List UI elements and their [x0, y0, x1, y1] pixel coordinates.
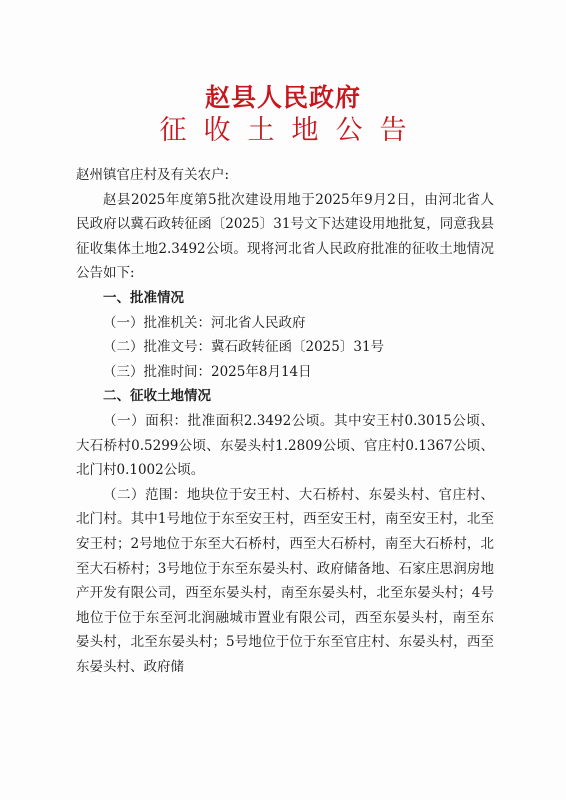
section-heading-approval: 一、批准情况	[103, 289, 184, 306]
intro-paragraph: 赵县2025年度第5批次建设用地于2025年9月2日，由河北省人民政府以冀石政转征函〔2025〕31号文下达建设用地批复，同意我县征收集体土地2.3492公顷。现将河北省人民政府批准的征收土地情况公告如下:	[76, 191, 494, 282]
approval-date: （三）批准时间：2025年8月14日	[103, 363, 312, 380]
land-scope-paragraph: （二）范围：地块位于安王村、大石桥村、东晏头村、官庄村、北门村。其中1号地位于东至安王村，西至安王村，南至安王村，北至安王村；2号地位于东至大石桥村，西至大石桥村，南至大石桥村，北至大石桥村；3号地位于东至东晏头村、政府储备地、石家庄思润房地产开发有限公司，西至东晏头村，南至东晏头村，北至东晏头村；4号地位于位于东至河北润融城市置业有限公司，西至东晏头村，南至东晏头村，北至东晏头村；5号地位于位于东至官庄村、东晏头村，西至东晏头村、政府储	[76, 486, 494, 675]
land-area-paragraph: （一）面积：批准面积2.3492公顷。其中安王村0.3015公顷、大石桥村0.5299公顷、东晏头村1.2809公顷、官庄村0.1367公顷、北门村0.1002公顷。	[76, 412, 494, 479]
document-title: 赵县人民政府	[204, 83, 361, 112]
approval-authority: （一）批准机关：河北省人民政府	[103, 314, 306, 331]
document-body	[76, 163, 494, 679]
document-subtitle: 征收土地公告	[159, 115, 424, 146]
addressee: 赵州镇官庄村及有关农户:	[76, 167, 230, 183]
section-heading-land: 二、征收土地情况	[103, 388, 211, 405]
approval-document-number: （二）批准文号：冀石政转征函〔2025〕31号	[103, 339, 385, 356]
